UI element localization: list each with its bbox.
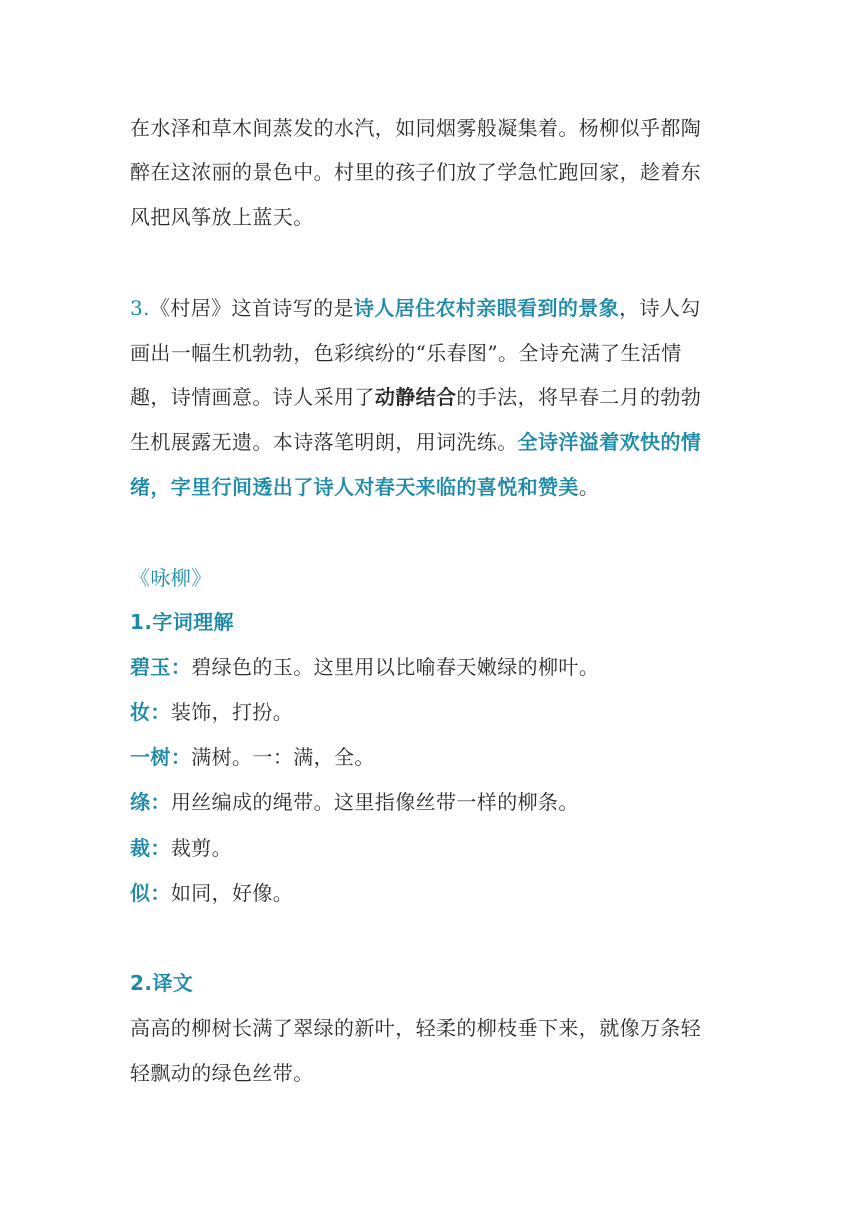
analysis-line-5 (130, 475, 599, 499)
intro-line-1: 在水泽和草木间蒸发的水汽，如同烟雾般凝集着。杨柳似乎都陶 (130, 116, 702, 140)
vocab-separator: ： (150, 700, 171, 724)
section-2-heading: 2.译文 (130, 971, 194, 995)
vocab-term: 妆 (130, 700, 151, 724)
vocab-term: 碧玉 (130, 655, 171, 679)
vocab-separator: ： (150, 790, 171, 814)
analysis-line-3 (130, 385, 701, 409)
translation-line-2: 轻飘动的绿色丝带。 (130, 1061, 314, 1085)
vocab-definition: 用丝编成的绳带。这里指像丝带一样的柳条。 (170, 790, 579, 814)
vocab-separator: ： (150, 836, 171, 860)
analysis-line-1 (130, 296, 701, 320)
translation-line-1: 高高的柳树长满了翠绿的新叶，轻柔的柳枝垂下来，就像万条轻 (130, 1016, 702, 1040)
vocab-entry (130, 655, 599, 679)
analysis-highlight: 绪，字里行间透出了诗人对春天来临的喜悦和赞美 (130, 475, 579, 499)
vocab-definition: 满树。一：满，全。 (191, 745, 375, 769)
vocab-term: 似 (130, 881, 151, 905)
vocab-entry (130, 700, 293, 724)
vocab-term: 绦 (130, 790, 151, 814)
intro-line-2: 醉在这浓丽的景色中。村里的孩子们放了学急忙跑回家，趁着东 (130, 160, 702, 184)
vocab-definition: 碧绿色的玉。这里用以比喻春天嫩绿的柳叶。 (191, 655, 600, 679)
analysis-text: 生机展露无遗。本诗落笔明朗，用词洗练。 (130, 430, 518, 454)
analysis-highlight: 诗人居住农村亲眼看到的景象 (353, 296, 620, 320)
analysis-text: 趣，诗情画意。诗人采用了 (130, 385, 375, 409)
analysis-text: 《村居》这首诗写的是 (149, 296, 354, 320)
analysis-emphasis: 动静结合 (374, 385, 457, 409)
analysis-text: 的手法，将早春二月的勃勃 (456, 385, 702, 409)
analysis-text: ，诗人勾 (619, 296, 701, 320)
analysis-line-4 (130, 430, 701, 454)
vocab-separator: ： (170, 655, 192, 679)
vocab-definition: 裁剪。 (170, 836, 233, 860)
section-1-heading: 1.字词理解 (130, 610, 234, 634)
analysis-text: 。 (578, 475, 600, 499)
vocab-entry (130, 790, 579, 814)
analysis-number: 3. (130, 296, 150, 320)
vocab-term: 一树 (130, 745, 171, 769)
vocab-entry (130, 745, 375, 769)
analysis-highlight: 全诗洋溢着欢快的情 (517, 430, 702, 454)
vocab-separator: ： (150, 881, 171, 905)
poem-title: 《咏柳》 (130, 566, 212, 590)
vocab-entry (130, 881, 293, 905)
vocab-term: 裁 (130, 836, 151, 860)
analysis-line-2: 画出一幅生机勃勃，色彩缤纷的“乐春图”。全诗充满了生活情 (130, 341, 682, 365)
vocab-entry (130, 836, 232, 860)
vocab-definition: 装饰，打扮。 (170, 700, 294, 724)
intro-line-3: 风把风筝放上蓝天。 (130, 205, 314, 229)
vocab-definition: 如同，好像。 (170, 881, 294, 905)
vocab-separator: ： (170, 745, 192, 769)
